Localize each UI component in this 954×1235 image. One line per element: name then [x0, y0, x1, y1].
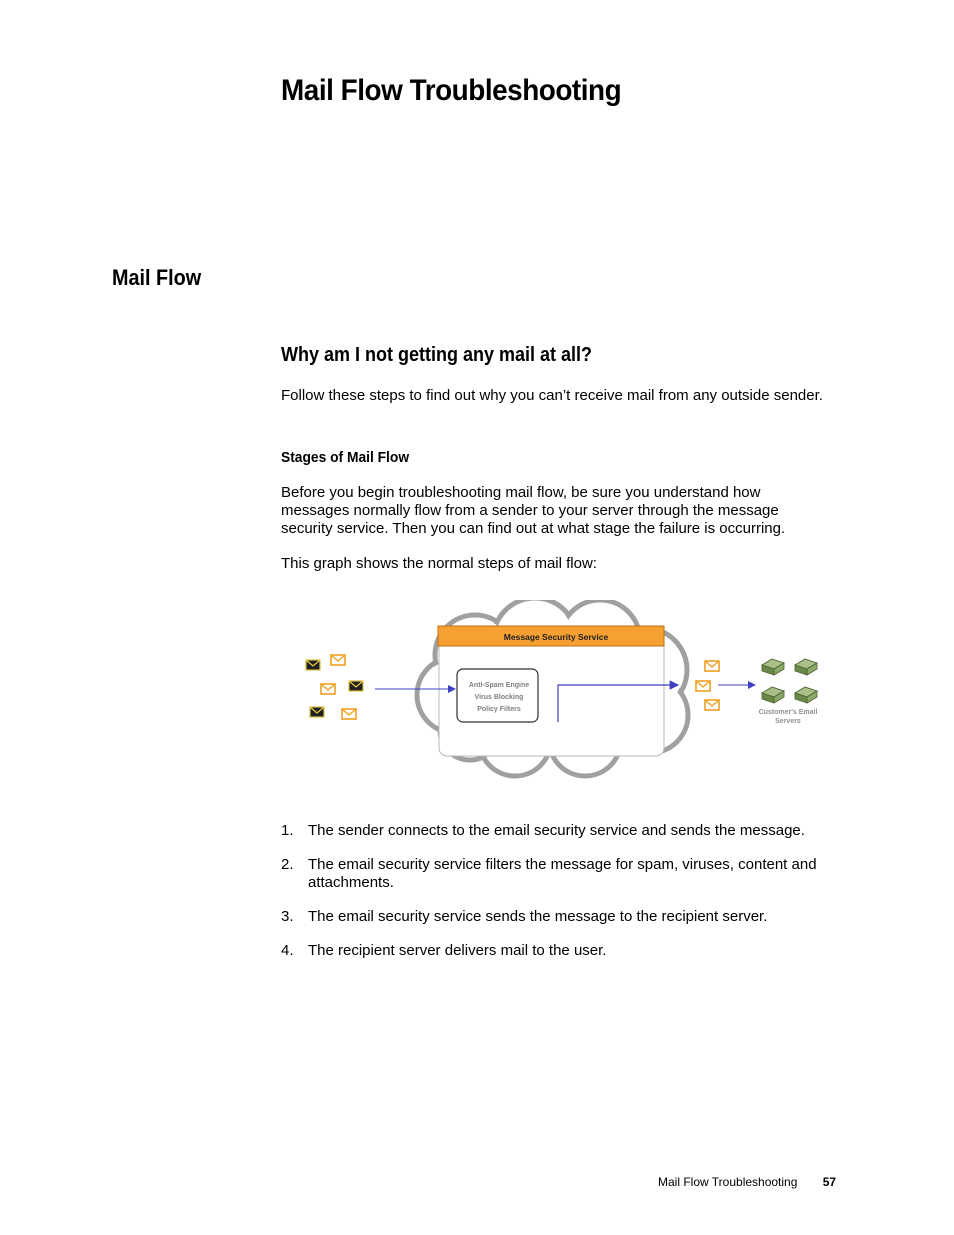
- page-number: 57: [822, 1175, 837, 1189]
- step-number: 1.: [281, 822, 294, 839]
- envelope-icon: [349, 681, 363, 691]
- step-text: The recipient server delivers mail to the user.: [308, 942, 607, 959]
- step-number: 3.: [281, 908, 294, 925]
- intro-paragraph: Follow these steps to find out why you can’t receive mail from any outside sender.: [281, 387, 823, 404]
- envelope-icon: [321, 684, 335, 694]
- subsection-heading: Why am I not getting any mail at all?: [281, 344, 593, 366]
- server-icon: [795, 687, 817, 703]
- envelope-icon: [331, 655, 345, 665]
- list-item: [281, 856, 861, 892]
- list-item: [281, 908, 861, 926]
- list-item: [281, 822, 861, 840]
- outbound-envelopes: [696, 661, 719, 710]
- envelope-icon: [705, 661, 719, 671]
- server-icon: [795, 659, 817, 675]
- envelope-icon: [342, 709, 356, 719]
- engine-line-2: Virus Blocking: [474, 694, 524, 701]
- engine-line-1: Anti-Spam Engine: [468, 682, 530, 689]
- servers-label-line-1: Customer's Email: [758, 709, 818, 716]
- envelope-icon: [705, 700, 719, 710]
- stages-paragraph: Before you begin troubleshooting mail flow, be sure you understand how messages normally flow from a sender to your server through the message security service. Then you can find out at what stage the failure is occurring.: [281, 484, 786, 537]
- page-footer: [658, 1175, 836, 1189]
- servers-label-line-2: Servers: [775, 718, 801, 725]
- step-text: The sender connects to the email security service and sends the message.: [308, 822, 805, 839]
- envelope-icon: [696, 681, 710, 691]
- mail-flow-diagram: [300, 600, 840, 785]
- envelope-icon: [310, 707, 324, 717]
- list-item: [281, 942, 861, 960]
- server-icon: [762, 687, 784, 703]
- graph-intro: This graph shows the normal steps of mail flow:: [281, 555, 597, 572]
- envelope-icon: [306, 660, 320, 670]
- step-number: 4.: [281, 942, 294, 959]
- sender-envelopes: [306, 655, 363, 719]
- step-text: The email security service filters the message for spam, viruses, content and attachments.: [308, 856, 817, 891]
- footer-label: Mail Flow Troubleshooting: [658, 1175, 798, 1189]
- engine-line-3: Policy Filters: [477, 706, 521, 713]
- service-title: Message Security Service: [503, 632, 609, 642]
- step-number: 2.: [281, 856, 294, 873]
- step-text: The email security service sends the message to the recipient server.: [308, 908, 768, 925]
- stages-heading: Stages of Mail Flow: [281, 449, 410, 466]
- server-icon: [762, 659, 784, 675]
- section-heading: Mail Flow: [112, 265, 202, 290]
- steps-list: [281, 822, 861, 976]
- customer-servers: [762, 659, 817, 703]
- page-title: Mail Flow Troubleshooting: [281, 74, 622, 107]
